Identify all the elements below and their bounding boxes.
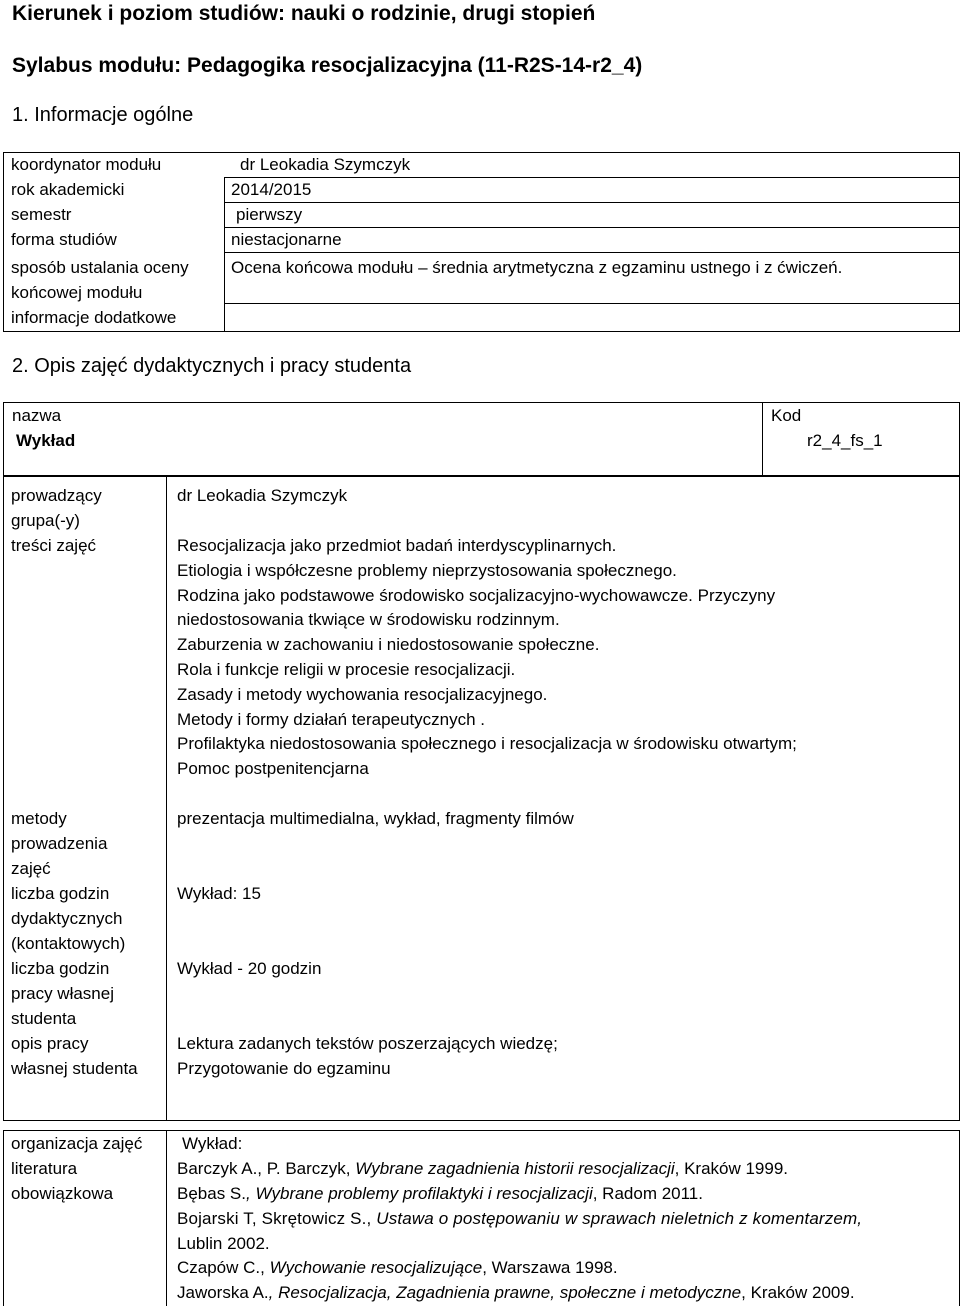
literature-item: Bębas S., Wybrane problemy profilaktyki i resocjalizacji, Radom 2011.: [177, 1184, 703, 1203]
organization-value: Wykład:: [182, 1134, 243, 1153]
lecturer-value: dr Leokadia Szymczyk: [177, 486, 348, 505]
content-line: Resocjalizacja jako przedmiot badań interdyscyplinarnych.: [177, 536, 617, 555]
literature-label: literatura: [11, 1159, 78, 1178]
program-heading: Kierunek i poziom studiów: nauki o rodzinie, drugi stopień: [12, 2, 596, 25]
extra-info-label: informacje dodatkowe: [11, 308, 177, 327]
grading-label-cont: końcowej modułu: [11, 283, 143, 302]
hours-label: liczba godzin: [11, 884, 110, 903]
hours-label: dydaktycznych: [11, 909, 123, 928]
content-line: Zasady i metody wychowania resocjalizacyjnego.: [177, 685, 548, 704]
literature-item: Czapów C., Wychowanie resocjalizujące, Warszawa 1998.: [177, 1258, 618, 1277]
semester-label: semestr: [11, 205, 72, 224]
course-name-label: nazwa: [12, 406, 62, 425]
content-line: Rodzina jako podstawowe środowisko socjalizacyjno-wychowawcze. Przyczyny: [177, 586, 776, 605]
own-work-label: opis pracy: [11, 1034, 89, 1053]
organization-label: organizacja zajęć: [11, 1134, 143, 1153]
hours-label: (kontaktowych): [11, 934, 126, 953]
own-hours-label: liczba godzin: [11, 959, 110, 978]
content-label: treści zajęć: [11, 536, 97, 555]
coordinator-value: dr Leokadia Szymczyk: [240, 155, 411, 174]
own-hours-value: Wykład - 20 godzin: [177, 959, 322, 978]
column-divider: [762, 402, 763, 476]
year-label: rok akademicki: [11, 180, 125, 199]
coordinator-label: koordynator modułu: [11, 155, 162, 174]
row-divider: [224, 202, 960, 203]
content-line: Rola i funkcje religii w procesie resocjalizacji.: [177, 660, 516, 679]
section-general-heading: 1. Informacje ogólne: [12, 104, 194, 126]
own-work-line: Przygotowanie do egzaminu: [177, 1059, 391, 1078]
year-value: 2014/2015: [231, 180, 312, 199]
content-line: Etiologia i współczesne problemy nieprzystosowania społecznego.: [177, 561, 677, 580]
row-divider: [224, 177, 960, 178]
course-code-label: Kod: [771, 406, 802, 425]
methods-label: prowadzenia: [11, 834, 108, 853]
grading-value: Ocena końcowa modułu – średnia arytmetyczna z egzaminu ustnego i z ćwiczeń.: [231, 258, 843, 277]
own-hours-label: studenta: [11, 1009, 77, 1028]
literature-item: Bojarski T, Skrętowicz S., Ustawa o postępowaniu w sprawach nieletnich z komentarzem,: [177, 1209, 863, 1228]
syllabus-heading: Sylabus modułu: Pedagogika resocjalizacyjna (11-R2S-14-r2_4): [12, 54, 643, 77]
course-code-value: r2_4_fs_1: [807, 431, 883, 450]
content-line: Pomoc postpenitencjarna: [177, 759, 369, 778]
row-divider: [224, 252, 960, 253]
content-line: Zaburzenia w zachowaniu i niedostosowanie społeczne.: [177, 635, 600, 654]
row-divider: [224, 227, 960, 228]
content-line: Metody i formy działań terapeutycznych .: [177, 710, 486, 729]
content-line: Profilaktyka niedostosowania społecznego i resocjalizacja w środowisku otwartym;: [177, 734, 797, 753]
own-hours-label: pracy własnej: [11, 984, 114, 1003]
column-divider: [224, 177, 225, 332]
literature-label: obowiązkowa: [11, 1184, 114, 1203]
lecturer-label: prowadzący: [11, 486, 102, 505]
literature-item: Lublin 2002.: [177, 1234, 270, 1253]
form-label: forma studiów: [11, 230, 117, 249]
content-line: niedostosowania tkwiące w środowisku rodzinnym.: [177, 610, 560, 629]
grading-label: sposób ustalania oceny: [11, 258, 189, 277]
methods-label: zajęć: [11, 859, 51, 878]
methods-label: metody: [11, 809, 67, 828]
literature-item: Jaworska A., Resocjalizacja, Zagadnienia prawne, społeczne i metodyczne, Kraków 2009.: [177, 1283, 855, 1302]
form-value: niestacjonarne: [231, 230, 342, 249]
course-name-value: Wykład: [16, 431, 76, 450]
group-label: grupa(-y): [11, 511, 80, 530]
column-divider: [166, 476, 167, 1121]
semester-value: pierwszy: [236, 205, 303, 224]
literature-item: Barczyk A., P. Barczyk, Wybrane zagadnienia historii resocjalizacji, Kraków 1999.: [177, 1159, 789, 1178]
own-work-line: Lektura zadanych tekstów poszerzających wiedzę;: [177, 1034, 558, 1053]
hours-value: Wykład: 15: [177, 884, 261, 903]
column-divider: [166, 1130, 167, 1306]
row-divider: [224, 303, 960, 304]
section-activities-heading: 2. Opis zajęć dydaktycznych i pracy studenta: [12, 355, 412, 377]
methods-value: prezentacja multimedialna, wykład, fragmenty filmów: [177, 809, 574, 828]
own-work-label: własnej studenta: [11, 1059, 138, 1078]
